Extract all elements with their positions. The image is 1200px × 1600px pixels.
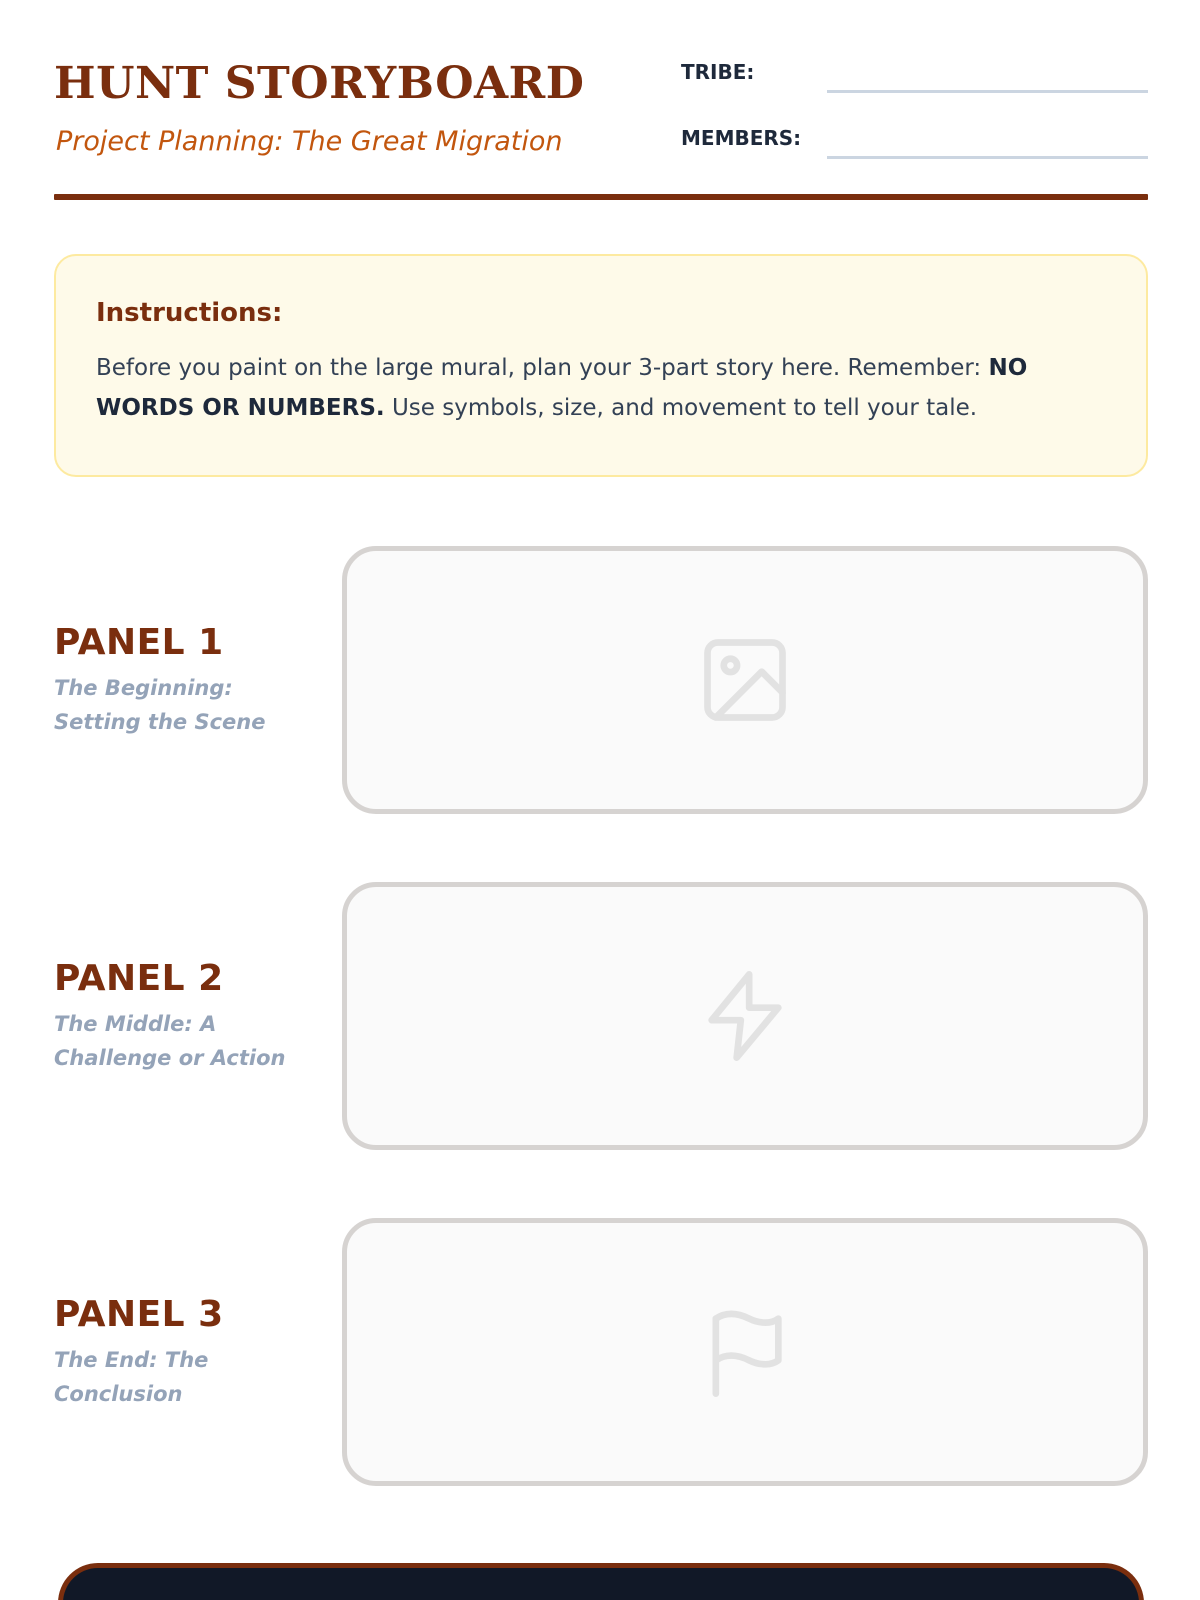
panel-row-3 — [54, 1218, 1148, 1486]
panel-description: The Middle: A Challenge or Action — [54, 1012, 286, 1070]
instructions-text-end: Use symbols, size, and movement to tell your tale. — [384, 395, 978, 421]
instructions-emphasis: NO WORDS OR NUMBERS. — [96, 355, 1028, 421]
lightning-icon — [695, 966, 795, 1066]
panel-row-1 — [54, 546, 1148, 814]
panel-title: PANEL 3 — [54, 1294, 224, 1335]
panel-description: The End: The Conclusion — [54, 1348, 209, 1406]
panel-drawing-area-2[interactable] — [342, 882, 1148, 1150]
panel-label-1 — [54, 622, 314, 739]
page-title: HUNT STORYBOARD — [54, 58, 585, 109]
panel-title: PANEL 1 — [54, 622, 224, 663]
header-divider — [54, 194, 1148, 200]
panel-label-2 — [54, 958, 314, 1075]
panel-label-3 — [54, 1294, 314, 1411]
flag-icon — [695, 1302, 795, 1402]
instructions-text-start: Before you paint on the large mural, plan your 3-part story here. Remember: — [96, 355, 989, 381]
instructions-heading: Instructions: — [96, 298, 283, 328]
image-icon — [695, 630, 795, 730]
worksheet-header — [54, 54, 1148, 200]
tribe-label: TRIBE: — [681, 60, 755, 84]
panel-drawing-area-1[interactable] — [342, 546, 1148, 814]
members-label: MEMBERS: — [681, 126, 802, 150]
tribe-field[interactable] — [827, 90, 1148, 93]
panel-description: The Beginning: Setting the Scene — [54, 676, 266, 734]
panel-row-2 — [54, 882, 1148, 1150]
members-field[interactable] — [827, 156, 1148, 159]
instructions-text — [96, 348, 1106, 428]
instructions-box — [54, 254, 1148, 477]
page-subtitle: Project Planning: The Great Migration — [56, 126, 563, 157]
panel-title: PANEL 2 — [54, 958, 224, 999]
panel-drawing-area-3[interactable] — [342, 1218, 1148, 1486]
footer-bar — [58, 1563, 1144, 1600]
